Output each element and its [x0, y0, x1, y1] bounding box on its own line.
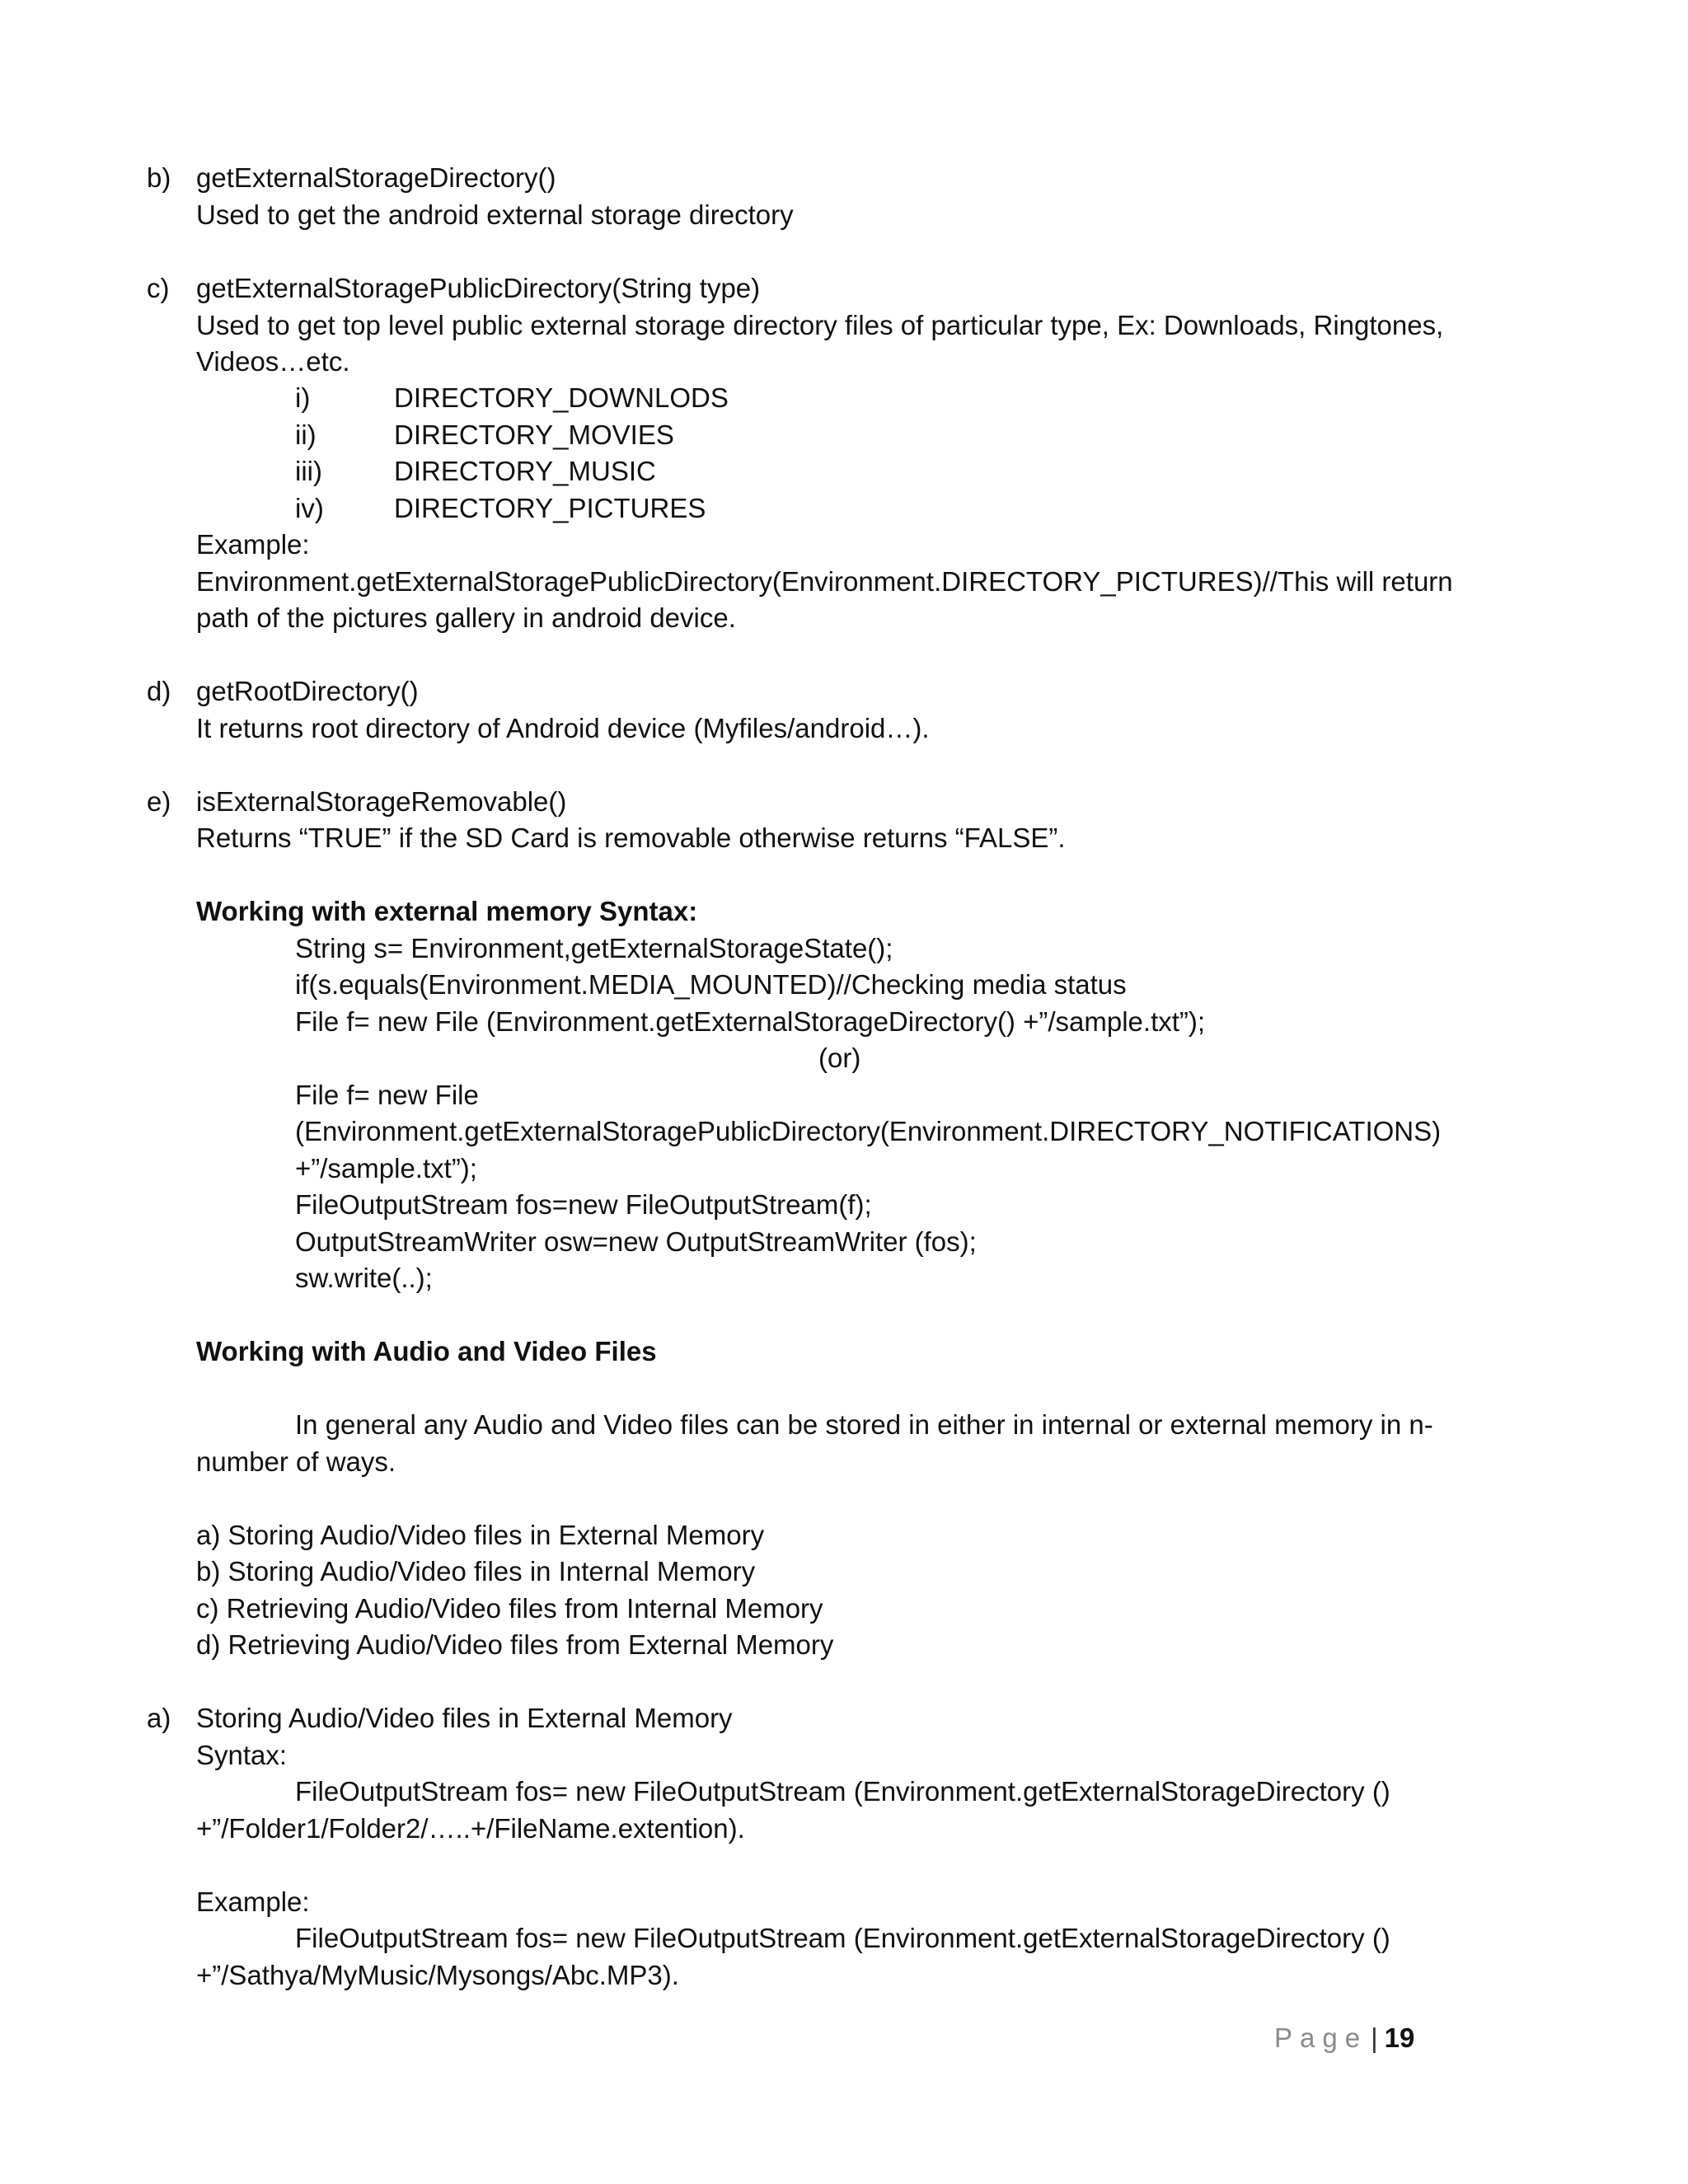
- item-c-label: c): [147, 273, 170, 303]
- example-label: Example:: [196, 1886, 310, 1917]
- code-line: String s= Environment,getExternalStorageState();: [295, 933, 893, 963]
- list-item: a) Storing Audio/Video files in External Memory: [196, 1520, 765, 1550]
- list-item: d) Retrieving Audio/Video files from External Memory: [196, 1629, 834, 1660]
- item-d-label: d): [147, 676, 171, 706]
- list-item: c) Retrieving Audio/Video files from Internal Memory: [196, 1593, 823, 1624]
- example-code: FileOutputStream fos= new FileOutputStream (Environment.getExternalStorageDirectory (): [295, 1923, 1390, 1953]
- code-line: sw.write(..);: [295, 1263, 433, 1293]
- list-item-number: iv): [295, 493, 324, 523]
- item-c-description: Used to get top level public external storage directory files of particular type, Ex: Downloads, Ringtones,: [196, 310, 1444, 340]
- page-footer: [1274, 2019, 1414, 2056]
- paragraph-line: In general any Audio and Video files can be stored in either in internal or external memory in n-: [295, 1409, 1433, 1440]
- item-b-label: b): [147, 162, 171, 193]
- code-line: FileOutputStream fos=new FileOutputStream(f);: [295, 1189, 872, 1220]
- list-item: b) Storing Audio/Video files in Internal Memory: [196, 1556, 756, 1586]
- section-heading-audio-video: Working with Audio and Video Files: [196, 1336, 657, 1366]
- item-d-title: getRootDirectory(): [196, 676, 419, 706]
- item-e-description: Returns “TRUE” if the SD Card is removable otherwise returns “FALSE”.: [196, 823, 1066, 853]
- example-label: Example:: [196, 529, 310, 560]
- item-b-title: getExternalStorageDirectory(): [196, 162, 556, 193]
- example-code: Environment.getExternalStoragePublicDirectory(Environment.DIRECTORY_PICTURES)//This will return: [196, 566, 1453, 597]
- section-heading-external-memory: Working with external memory Syntax:: [196, 896, 698, 926]
- syntax-label: Syntax:: [196, 1740, 288, 1770]
- syntax-code-cont: +”/Folder1/Folder2/…..+/FileName.extention).: [196, 1813, 745, 1844]
- list-item-text: DIRECTORY_PICTURES: [394, 493, 706, 523]
- item-c-title: getExternalStoragePublicDirectory(String type): [196, 273, 761, 303]
- item-a-label: a): [147, 1703, 171, 1733]
- code-or-separator: (or): [818, 1043, 861, 1073]
- item-d-description: It returns root directory of Android device (Myfiles/android…).: [196, 713, 930, 743]
- syntax-code: FileOutputStream fos= new FileOutputStream (Environment.getExternalStorageDirectory (): [295, 1776, 1390, 1807]
- code-line: File f= new File: [295, 1080, 479, 1110]
- list-item-number: ii): [295, 419, 316, 450]
- code-line: if(s.equals(Environment.MEDIA_MOUNTED)//Checking media status: [295, 969, 1127, 1000]
- code-line: File f= new File (Environment.getExternalStorageDirectory() +”/sample.txt”);: [295, 1006, 1206, 1037]
- item-e-title: isExternalStorageRemovable(): [196, 786, 567, 817]
- code-line: OutputStreamWriter osw=new OutputStreamWriter (fos);: [295, 1226, 977, 1257]
- list-item-text: DIRECTORY_DOWNLODS: [394, 382, 729, 413]
- list-item-number: iii): [295, 456, 322, 486]
- item-e-label: e): [147, 786, 171, 817]
- list-item-text: DIRECTORY_MUSIC: [394, 456, 656, 486]
- list-item-text: DIRECTORY_MOVIES: [394, 419, 674, 450]
- example-code-cont: +”/Sathya/MyMusic/Mysongs/Abc.MP3).: [196, 1960, 679, 1990]
- page-number: 19: [1384, 2022, 1415, 2053]
- item-c-description-cont: Videos…etc.: [196, 346, 350, 377]
- page-label: Page: [1274, 2022, 1368, 2053]
- example-code-cont: path of the pictures gallery in android device.: [196, 602, 736, 633]
- code-line: +”/sample.txt”);: [295, 1153, 477, 1183]
- item-b-description: Used to get the android external storage directory: [196, 199, 794, 230]
- list-item-number: i): [295, 382, 311, 413]
- item-a-title: Storing Audio/Video files in External Memory: [196, 1703, 733, 1733]
- code-line: (Environment.getExternalStoragePublicDirectory(Environment.DIRECTORY_NOTIFICATIONS): [295, 1116, 1442, 1146]
- footer-separator: |: [1371, 2022, 1378, 2053]
- paragraph-line: number of ways.: [196, 1446, 396, 1477]
